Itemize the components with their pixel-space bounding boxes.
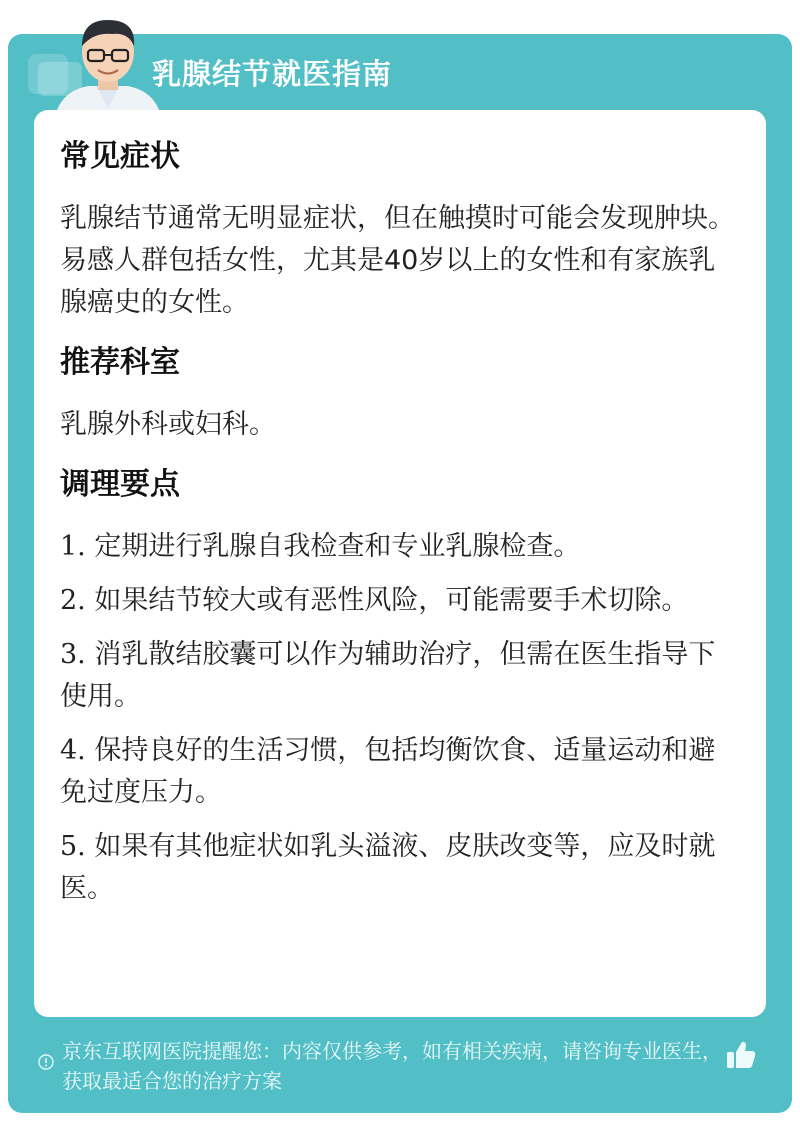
department-text: 乳腺外科或妇科。 bbox=[60, 409, 276, 440]
list-item bbox=[60, 634, 740, 718]
list-item bbox=[60, 730, 740, 814]
info-icon bbox=[38, 1054, 54, 1070]
doctor-avatar bbox=[48, 10, 168, 122]
symptoms-text: 乳腺结节通常无明显症状，但在触摸时可能会发现肿块。易感人群包括女性，尤其是40岁以上的女性和有家族乳腺癌史的女性。 bbox=[60, 203, 735, 318]
list-item-text: 消乳散结胶囊可以作为辅助治疗，但需在医生指导下使用。 bbox=[60, 639, 716, 712]
page-title: 乳腺结节就医指南 bbox=[152, 57, 393, 91]
section-title-care: 调理要点 bbox=[60, 467, 180, 502]
disclaimer-footer bbox=[8, 1030, 792, 1100]
list-item bbox=[60, 826, 740, 910]
list-item-text: 定期进行乳腺自我检查和专业乳腺检查。 bbox=[94, 531, 581, 562]
list-item-text: 如果结节较大或有恶性风险，可能需要手术切除。 bbox=[94, 585, 689, 616]
list-item-number: 4. bbox=[60, 735, 86, 766]
content-panel bbox=[34, 110, 766, 1017]
list-item-number: 5. bbox=[60, 831, 86, 862]
guide-card bbox=[8, 34, 792, 1113]
list-item-text: 保持良好的生活习惯，包括均衡饮食、适量运动和避免过度压力。 bbox=[60, 735, 716, 808]
list-item-number: 3. bbox=[60, 639, 86, 670]
section-title-department: 推荐科室 bbox=[60, 345, 180, 380]
disclaimer-text: 京东互联网医院提醒您：内容仅供参考，如有相关疾病，请咨询专业医生，获取最适合您的治疗方案 bbox=[62, 1039, 722, 1093]
section-title-symptoms: 常见症状 bbox=[60, 139, 180, 174]
list-item bbox=[60, 526, 740, 568]
list-item-number: 1. bbox=[60, 531, 86, 562]
list-item-text: 如果有其他症状如乳头溢液、皮肤改变等，应及时就医。 bbox=[60, 831, 716, 904]
list-item bbox=[60, 580, 740, 622]
thumbs-up-icon[interactable] bbox=[724, 1038, 758, 1072]
list-item-number: 2. bbox=[60, 585, 86, 616]
